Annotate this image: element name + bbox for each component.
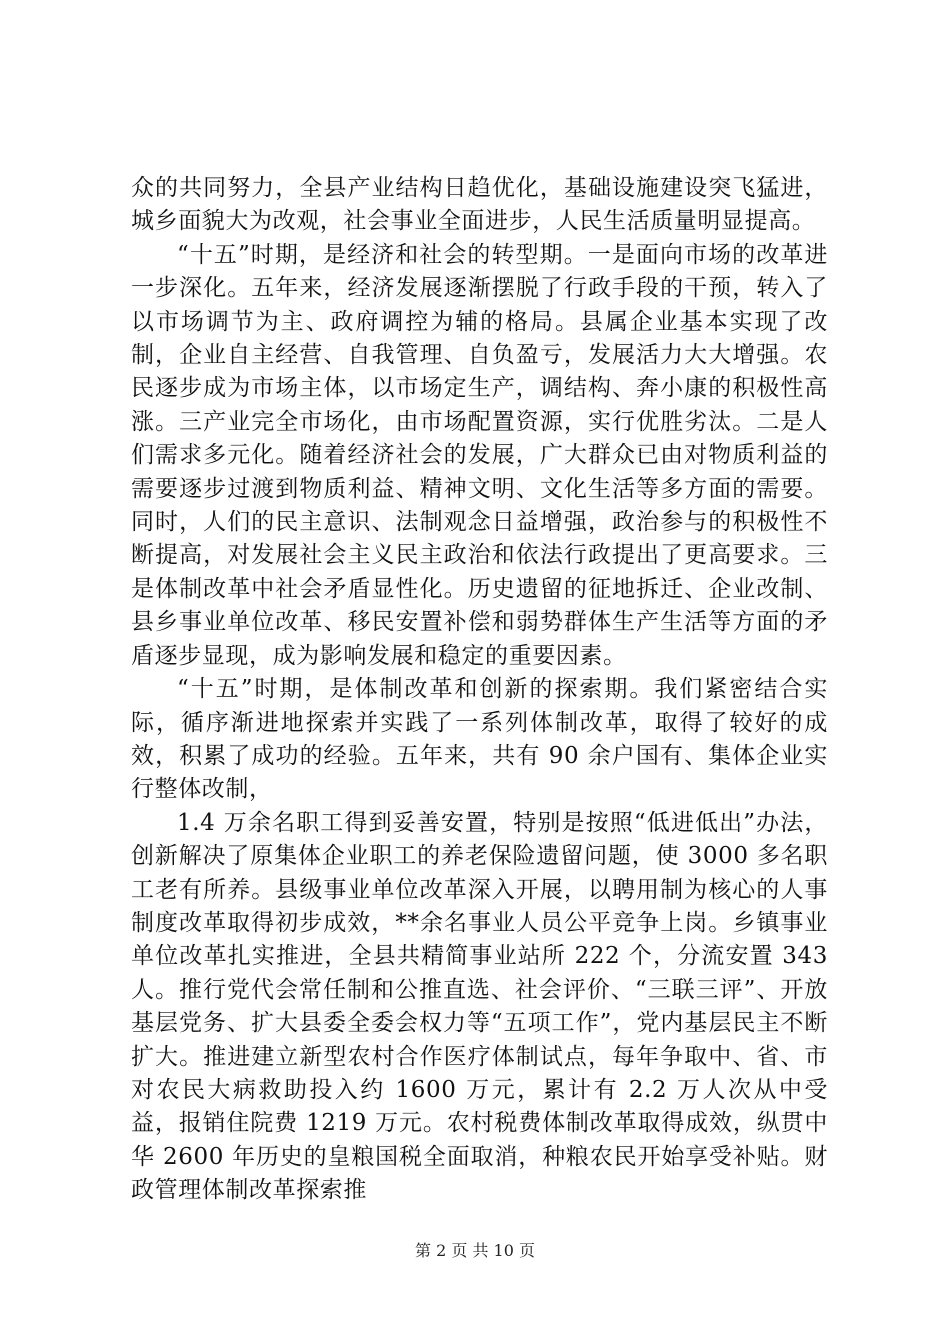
paragraph-continuation: 众的共同努力，全县产业结构日趋优化，基础设施建设突飞猛进，城乡面貌大为改观，社会事业全面进步，人民生活质量明显提高。 [131,175,828,235]
document-body [131,172,828,1208]
page-number-footer: 第 2 页 共 10 页 [415,1241,535,1260]
paragraph-reform-results: 1.4 万余名职工得到妥善安置，特别是按照“低进低出”办法，创新解决了原集体企业职工的养老保险遗留问题，使 3000 多名职工老有所养。县级事业单位改革深入开展，以聘用制为核心的人事制度改革取得初步成效，**余名事业人员公平竞争上岗。乡镇事业单位改革扎实推进，全县共精简事业站所 222 个，分流安置 343 人。推行党代会常任制和公推直选、社会评价、“三联三评”、开放基层党务、扩大县委全委会权力等“五项工作”，党内基层民主不断扩大。推进建立新型农村合作医疗体制试点，每年争取中、省、市对农民大病救助投入约 1600 万元，累计有 2.2 万人次从中受益，报销住院费 1219 万元。农村税费体制改革取得成效，纵贯中华 2600 年历史的皇粮国税全面取消，种粮农民开始享受补贴。财政管理体制改革探索推 [131,809,828,1204]
paragraph-transition-period: “十五”时期，是经济和社会的转型期。一是面向市场的改革进一步深化。五年来，经济发展逐渐摆脱了行政手段的干预，转入了以市场调节为主、政府调控为辅的格局。县属企业基本实现了改制，企业自主经营、自我管理、自负盈亏，发展活力大大增强。农民逐步成为市场主体，以市场定生产，调结构、奔小康的积极性高涨。三产业完全市场化，由市场配置资源，实行优胜劣汰。二是人们需求多元化。随着经济社会的发展，广大群众已由对物质利益的需要逐步过渡到物质利益、精神文明、文化生活等多方面的需要。同时，人们的民主意识、法制观念日益增强，政治参与的积极性不断提高，对发展社会主义民主政治和依法行政提出了更高要求。三是体制改革中社会矛盾显性化。历史遗留的征地拆迁、企业改制、县乡事业单位改革、移民安置补偿和弱势群体生产生活等方面的矛盾逐步显现，成为影响发展和稳定的重要因素。 [131,241,828,669]
paragraph-reform-exploration: “十五”时期，是体制改革和创新的探索期。我们紧密结合实际，循序渐进地探索并实践了一系列体制改革，取得了较好的成效，积累了成功的经验。五年来，共有 90 余户国有、集体企业实行整体改制， [131,676,828,803]
